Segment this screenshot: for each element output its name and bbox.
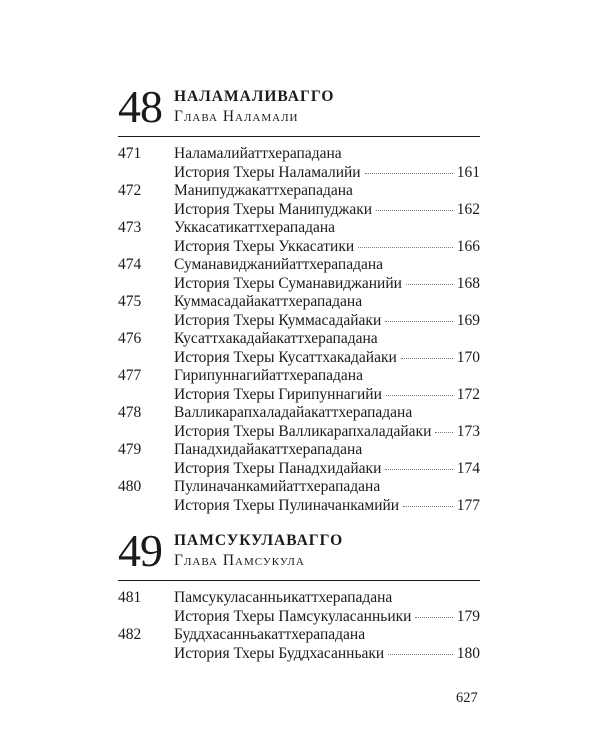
dot-leader xyxy=(365,173,453,174)
entry-number: 478 xyxy=(118,404,142,421)
chapter-48 xyxy=(118,81,480,515)
entry-pali-title: Гирипуннагийаттхерападана xyxy=(174,367,363,384)
entry-russian-title: История Тхеры Панадхидайаки xyxy=(174,459,382,477)
entry-pali-title: Манипуджакаттхерападана xyxy=(174,182,353,199)
chapter-russian-title: Глава Наламали xyxy=(174,108,299,125)
entry-page-number: 170 xyxy=(456,348,480,366)
entry-page-number: 166 xyxy=(456,237,480,255)
entry-page-number: 172 xyxy=(456,385,480,403)
dot-leader xyxy=(401,358,453,359)
dot-leader xyxy=(385,321,453,322)
dot-leader xyxy=(435,432,452,433)
entry-russian-line xyxy=(174,645,480,664)
entry-pali-title: Памсукуласанньикаттхерападана xyxy=(174,589,393,606)
entry-number: 474 xyxy=(118,256,142,273)
entry-number: 472 xyxy=(118,182,142,199)
entry-pali-title: Буддхасанньакаттхерападана xyxy=(174,626,366,643)
entry-russian-title: История Тхеры Суманавиджанийи xyxy=(174,274,402,292)
toc-entry[interactable] xyxy=(118,330,480,367)
entry-page-number: 177 xyxy=(456,496,480,514)
entry-page-number: 180 xyxy=(456,644,480,662)
dot-leader xyxy=(376,210,453,211)
entry-russian-line xyxy=(174,312,480,331)
toc-entry[interactable] xyxy=(118,478,480,515)
entry-pali-title: Наламалийаттхерападана xyxy=(174,145,342,162)
entry-number: 482 xyxy=(118,626,142,643)
entry-russian-title: История Тхеры Манипуджаки xyxy=(174,200,373,218)
entry-number: 481 xyxy=(118,589,142,606)
entry-russian-line xyxy=(174,460,480,479)
toc-entry[interactable] xyxy=(118,219,480,256)
toc-entry[interactable] xyxy=(118,367,480,404)
dot-leader xyxy=(406,284,453,285)
chapter-number: 48 xyxy=(118,81,162,132)
entry-pali-title: Кусаттхакадайакаттхерападана xyxy=(174,330,378,347)
entry-russian-title: История Тхеры Наламалийи xyxy=(174,163,361,181)
entry-page-number: 162 xyxy=(456,200,480,218)
entry-russian-title: История Тхеры Буддхасанньаки xyxy=(174,644,385,662)
chapter-divider xyxy=(118,136,480,137)
entry-russian-title: История Тхеры Валликарапхаладайаки xyxy=(174,422,432,440)
dot-leader xyxy=(403,506,453,507)
dot-leader xyxy=(358,247,453,248)
toc-entries xyxy=(118,589,480,663)
entry-russian-title: История Тхеры Уккасатики xyxy=(174,237,355,255)
entry-russian-line xyxy=(174,201,480,220)
entry-russian-line xyxy=(174,386,480,405)
entry-russian-line xyxy=(174,349,480,368)
toc-entry[interactable] xyxy=(118,404,480,441)
dot-leader xyxy=(385,469,452,470)
toc-entry[interactable] xyxy=(118,589,480,626)
chapter-number: 49 xyxy=(118,525,162,576)
dot-leader xyxy=(386,395,453,396)
dot-leader xyxy=(415,617,452,618)
entry-russian-title: История Тхеры Пулиначанкамийи xyxy=(174,496,400,514)
entry-russian-title: История Тхеры Кусаттхакадайаки xyxy=(174,348,397,366)
entry-pali-title: Куммасадайакаттхерападана xyxy=(174,293,363,310)
entry-page-number: 179 xyxy=(456,607,480,625)
toc-entry[interactable] xyxy=(118,293,480,330)
entry-pali-title: Валликарапхаладайакаттхерападана xyxy=(174,404,413,421)
entry-number: 479 xyxy=(118,441,142,458)
entry-russian-line xyxy=(174,423,480,442)
entry-russian-line xyxy=(174,164,480,183)
toc-entry[interactable] xyxy=(118,626,480,663)
entry-number: 475 xyxy=(118,293,142,310)
entry-russian-title: История Тхеры Памсукуласанньики xyxy=(174,607,412,625)
entry-russian-line xyxy=(174,497,480,516)
entry-pali-title: Суманавиджанийаттхерападана xyxy=(174,256,384,273)
toc-entry[interactable] xyxy=(118,256,480,293)
chapter-pali-title: ПАМСУКУЛАВАГГО xyxy=(174,532,344,549)
entry-number: 476 xyxy=(118,330,142,347)
toc-entries xyxy=(118,145,480,515)
entry-number: 480 xyxy=(118,478,142,495)
chapter-russian-title: Глава Памсукула xyxy=(174,552,305,569)
entry-russian-title: История Тхеры Куммасадайаки xyxy=(174,311,382,329)
toc-entry[interactable] xyxy=(118,145,480,182)
entry-number: 477 xyxy=(118,367,142,384)
entry-number: 473 xyxy=(118,219,142,236)
toc-entry[interactable] xyxy=(118,182,480,219)
chapter-heading xyxy=(118,525,480,576)
entry-russian-title: История Тхеры Гирипуннагийи xyxy=(174,385,382,403)
chapter-pali-title: НАЛАМАЛИВАГГО xyxy=(174,88,335,105)
entry-russian-line xyxy=(174,238,480,257)
entry-page-number: 169 xyxy=(456,311,480,329)
dot-leader xyxy=(388,654,453,655)
entry-russian-line xyxy=(174,275,480,294)
chapter-49 xyxy=(118,525,480,663)
entry-page-number: 161 xyxy=(456,163,480,181)
entry-page-number: 174 xyxy=(456,459,480,477)
entry-page-number: 168 xyxy=(456,274,480,292)
entry-pali-title: Уккасатикаттхерападана xyxy=(174,219,336,236)
page-number: 627 xyxy=(456,690,478,706)
entry-pali-title: Панадхидайакаттхерападана xyxy=(174,441,363,458)
entry-number: 471 xyxy=(118,145,142,162)
chapter-heading xyxy=(118,81,480,132)
chapter-divider xyxy=(118,580,480,581)
entry-page-number: 173 xyxy=(456,422,480,440)
entry-pali-title: Пулиначанкамийаттхерападана xyxy=(174,478,381,495)
toc-entry[interactable] xyxy=(118,441,480,478)
entry-russian-line xyxy=(174,608,480,627)
